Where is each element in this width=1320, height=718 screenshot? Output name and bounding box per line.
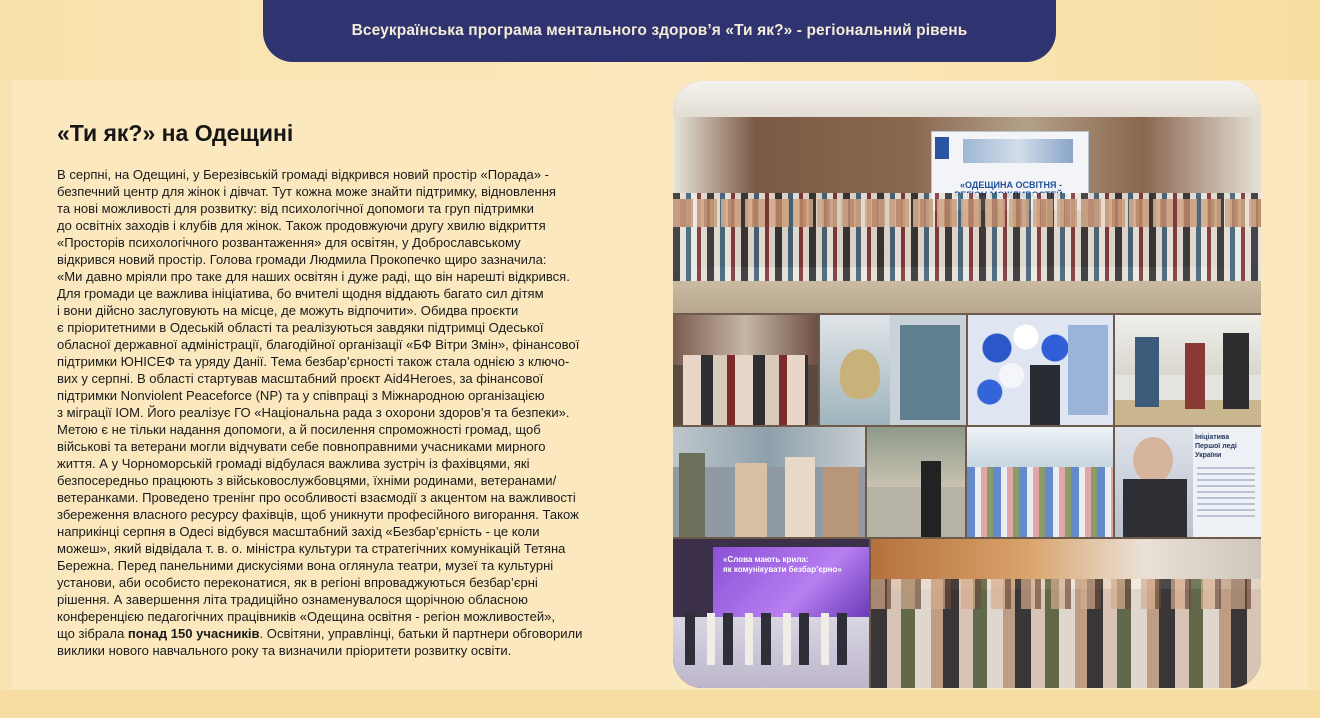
body-line: вих у серпні. В області стартував масштабний проєкт Aid4Heroes, за фінансової [57, 371, 544, 386]
body-text: що зібрала [57, 626, 128, 641]
photo-training-gym [1115, 315, 1261, 425]
photo-collage [673, 81, 1261, 688]
stage-screen-text: «Слова мають крила: [723, 555, 809, 564]
body-line [57, 625, 647, 642]
photo-space-room [820, 315, 966, 425]
header-banner [263, 0, 1056, 62]
photo-first-lady-poster [1115, 427, 1261, 537]
photo-conference-audience [871, 539, 1261, 688]
body-line: та нові можливості для розвитку: від психологічної допомоги та груп підтримки [57, 201, 534, 216]
stage-screen-text: як комунікувати безбар’єрно» [723, 565, 842, 574]
header-title: Всеукраїнська програма ментального здоров’я «Ти як?» - регіональний рівень [351, 22, 968, 39]
body-line: можеш», який відвідала т. в. о. міністра культури та стратегічних комунікацій Тетяна [57, 541, 566, 556]
article-body [57, 166, 647, 659]
banner-text: «ОДЕЩИНА ОСВІТНЯ - [960, 180, 1062, 190]
body-line: і вони дійсно заслуговують на місце, де можуть відпочити». Обидва проєкти [57, 303, 519, 318]
photo-group-conference [673, 81, 1261, 313]
body-line: В серпні, на Одещині, у Березівській громаді відкрився новий простір «Порада» - [57, 167, 549, 182]
photo-meeting-hall [673, 427, 865, 537]
body-line: рішення. А завершення літа традиційно ознаменувалося щорічною обласною [57, 592, 528, 607]
body-line: ветеранками. Проведено тренінг про особливості взаємодії з акцентом на важливості [57, 490, 576, 505]
body-line: «Ми давно мріяли про таке для наших освітян і дуже раді, що він нарешті відкрився. [57, 269, 570, 284]
body-line: військові та ветерани могли відчувати себе повноправними учасниками мирного [57, 439, 546, 454]
body-line: відкрився новий простір. Голова громади Людмила Прокопечко щиро зазначила: [57, 252, 547, 267]
body-line: з міграції IOM. Його реалізує ГО «Національна рада з охорони здоров’я та безпеки». [57, 405, 570, 420]
body-line: збереження власного ресурсу фахівців, щоб уникнути професійного вигорання. Також [57, 507, 579, 522]
body-line: установи, аби особисто переконатися, як в регіоні впроваджуються безбар’єрні [57, 575, 538, 590]
photo-audience-women [673, 315, 818, 425]
body-line: обласної державної адміністрації, благодійної організації «БФ Вітри Змін», фінансової [57, 337, 580, 352]
body-line: виклики нового навчального року та визначили пріоритети розвитку освіти. [57, 643, 512, 658]
photo-panel-stage [673, 539, 869, 688]
body-text: . Освітяни, управлінці, батьки й партнери обговорили [259, 626, 583, 641]
photo-balloons [968, 315, 1113, 425]
body-line: безпосередньо працюють з військовослужбовцями, їхніми родинами, ветеранами/ [57, 473, 557, 488]
body-line: безпечний центр для жінок і дівчат. Тут кожна може знайти підтримку, відновлення [57, 184, 556, 199]
participants-highlight: понад 150 учасників [127, 626, 260, 641]
body-line: «Просторів психологічного розвантаження» для освітян, у Доброславському [57, 235, 521, 250]
poster-text: Першої леді України [1195, 443, 1237, 459]
photo-speaker-courtyard [867, 427, 965, 537]
body-line: життя. А у Чорноморській громаді відбулася важлива зустріч із фахівцями, які [57, 456, 530, 471]
body-line: до освітніх заходів і клубів для жінок. Також продовжуючи другу хвилю відкриття [57, 218, 546, 233]
body-line: Метою є не тільки надання допомоги, а й посилення спроможності громад, щоб [57, 422, 541, 437]
body-line: конференцією педагогічних працівників «Одещина освітня - регіон можливостей», [57, 609, 556, 624]
body-line: підтримки Nonviolent Peaceforce (NP) та у співпраці з Міжнародною організацією [57, 388, 545, 403]
article-title: «Ти як?» на Одещині [57, 120, 294, 146]
body-line: підтримки ЮНІСЕФ та уряду Данії. Тема безбар’єрності також стала однією з ключо- [57, 354, 570, 369]
photo-kids-event [967, 427, 1113, 537]
body-line: наприкінці серпня в Одесі відбувся масштабний захід «Безбар’єрність - це коли [57, 524, 540, 539]
body-line: є пріоритетними в Одеській області та реалізуються завдяки підтримці Одеської [57, 320, 544, 335]
bottom-band [0, 690, 1320, 718]
body-line: Для громади це важлива ініціатива, бо вчителі щодня віддають багато сил дітям [57, 286, 544, 301]
body-line: Бережна. Перед панельними дискусіями вона оглянула театри, музеї та культурні [57, 558, 554, 573]
poster-text: Ініціатива [1195, 434, 1230, 441]
